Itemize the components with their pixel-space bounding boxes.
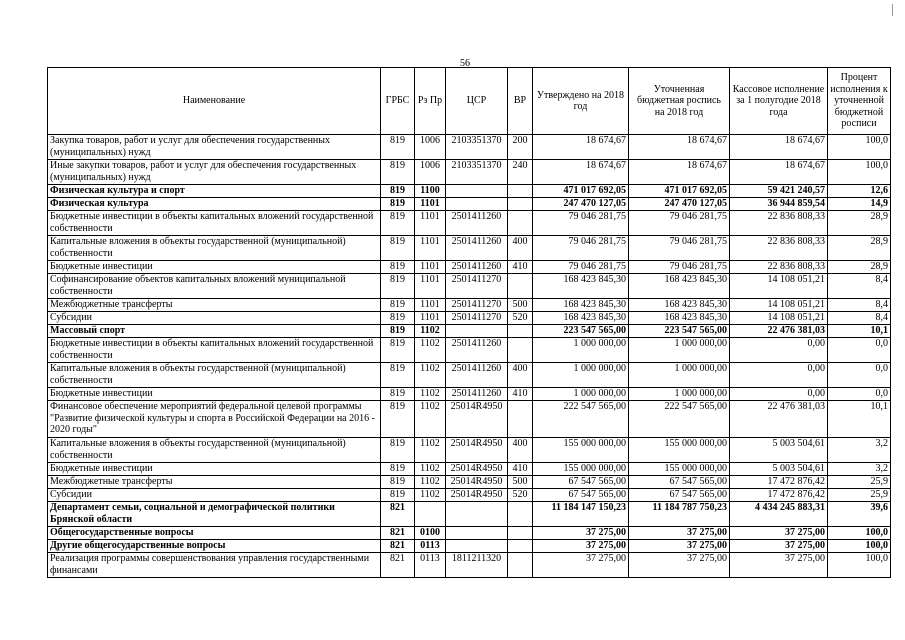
cell-vr	[508, 274, 533, 299]
cell-rzpr: 1102	[415, 438, 446, 463]
cell-cash: 17 472 876,42	[730, 476, 828, 489]
cell-grbs: 819	[381, 401, 415, 438]
cell-rzpr: 1102	[415, 489, 446, 502]
table-body	[48, 135, 891, 578]
cell-rzpr: 1101	[415, 261, 446, 274]
cell-approved: 11 184 147 150,23	[533, 502, 629, 527]
cell-percent: 3,2	[828, 463, 891, 476]
cell-csr	[446, 325, 508, 338]
cell-grbs: 821	[381, 540, 415, 553]
cell-rzpr: 1100	[415, 185, 446, 198]
cell-approved: 79 046 281,75	[533, 261, 629, 274]
cell-vr: 500	[508, 476, 533, 489]
cell-refined: 67 547 565,00	[629, 476, 730, 489]
cell-cash: 22 836 808,33	[730, 211, 828, 236]
cell-refined: 168 423 845,30	[629, 299, 730, 312]
cell-csr	[446, 540, 508, 553]
table-row	[48, 363, 891, 388]
cell-name: Межбюджетные трансферты	[48, 299, 381, 312]
table-row	[48, 527, 891, 540]
table-row	[48, 476, 891, 489]
cell-percent: 3,2	[828, 438, 891, 463]
cell-rzpr: 1102	[415, 476, 446, 489]
cell-rzpr: 1101	[415, 299, 446, 312]
cell-cash: 22 476 381,03	[730, 325, 828, 338]
cell-name: Капитальные вложения в объекты государственной (муниципальной) собственности	[48, 363, 381, 388]
cell-grbs: 819	[381, 211, 415, 236]
cell-name: Бюджетные инвестиции в объекты капитальных вложений государственной собственности	[48, 338, 381, 363]
cell-refined: 168 423 845,30	[629, 274, 730, 299]
table-row	[48, 274, 891, 299]
cell-approved: 67 547 565,00	[533, 489, 629, 502]
cell-grbs: 819	[381, 236, 415, 261]
cell-refined: 155 000 000,00	[629, 463, 730, 476]
cell-cash: 59 421 240,57	[730, 185, 828, 198]
table-row	[48, 261, 891, 274]
cell-refined: 1 000 000,00	[629, 388, 730, 401]
cell-grbs: 819	[381, 438, 415, 463]
header-approved: Утверждено на 2018 год	[533, 68, 629, 135]
cell-rzpr: 1102	[415, 325, 446, 338]
table-row	[48, 338, 891, 363]
cell-approved: 222 547 565,00	[533, 401, 629, 438]
cell-rzpr: 1102	[415, 463, 446, 476]
cell-grbs: 819	[381, 274, 415, 299]
cell-cash: 37 275,00	[730, 527, 828, 540]
cell-cash: 14 108 051,21	[730, 274, 828, 299]
cell-vr: 400	[508, 438, 533, 463]
cell-approved: 18 674,67	[533, 135, 629, 160]
cell-grbs: 819	[381, 463, 415, 476]
cell-vr: 410	[508, 388, 533, 401]
cell-vr	[508, 502, 533, 527]
cell-grbs: 819	[381, 325, 415, 338]
cell-name: Массовый спорт	[48, 325, 381, 338]
cell-approved: 168 423 845,30	[533, 299, 629, 312]
cell-percent: 28,9	[828, 236, 891, 261]
cell-cash: 18 674,67	[730, 135, 828, 160]
cell-approved: 37 275,00	[533, 553, 629, 578]
cell-approved: 247 470 127,05	[533, 198, 629, 211]
cell-approved: 67 547 565,00	[533, 476, 629, 489]
table-row	[48, 489, 891, 502]
cell-cash: 17 472 876,42	[730, 489, 828, 502]
header-vr: ВР	[508, 68, 533, 135]
table-row	[48, 135, 891, 160]
cell-csr	[446, 502, 508, 527]
cell-grbs: 821	[381, 553, 415, 578]
cell-csr: 25014R4950	[446, 438, 508, 463]
header-name: Наименование	[48, 68, 381, 135]
cell-percent: 25,9	[828, 489, 891, 502]
cell-approved: 1 000 000,00	[533, 338, 629, 363]
table-row	[48, 185, 891, 198]
cell-cash: 5 003 504,61	[730, 438, 828, 463]
header-percent: Процент исполнения к уточненной бюджетной росписи	[828, 68, 891, 135]
cell-grbs: 821	[381, 502, 415, 527]
cell-csr	[446, 198, 508, 211]
table-row	[48, 463, 891, 476]
table-row	[48, 553, 891, 578]
cell-cash: 22 836 808,33	[730, 261, 828, 274]
cell-name: Межбюджетные трансферты	[48, 476, 381, 489]
cell-grbs: 819	[381, 185, 415, 198]
cell-percent: 28,9	[828, 261, 891, 274]
header-refined: Уточненная бюджетная роспись на 2018 год	[629, 68, 730, 135]
cell-percent: 8,4	[828, 274, 891, 299]
cell-grbs: 819	[381, 160, 415, 185]
cell-name: Бюджетные инвестиции	[48, 463, 381, 476]
cell-cash: 4 434 245 883,31	[730, 502, 828, 527]
cell-name: Бюджетные инвестиции в объекты капитальных вложений государственной собственности	[48, 211, 381, 236]
scan-edge-mark	[892, 4, 893, 16]
cell-grbs: 819	[381, 135, 415, 160]
cell-grbs: 819	[381, 363, 415, 388]
cell-rzpr: 1101	[415, 312, 446, 325]
cell-cash: 22 836 808,33	[730, 236, 828, 261]
cell-percent: 8,4	[828, 299, 891, 312]
cell-refined: 471 017 692,05	[629, 185, 730, 198]
cell-rzpr: 1102	[415, 363, 446, 388]
cell-rzpr: 1101	[415, 236, 446, 261]
cell-vr: 520	[508, 312, 533, 325]
cell-vr	[508, 540, 533, 553]
table-row	[48, 540, 891, 553]
cell-refined: 79 046 281,75	[629, 211, 730, 236]
cell-refined: 67 547 565,00	[629, 489, 730, 502]
cell-cash: 22 476 381,03	[730, 401, 828, 438]
cell-rzpr: 1101	[415, 198, 446, 211]
cell-csr: 25014R4950	[446, 463, 508, 476]
cell-refined: 79 046 281,75	[629, 261, 730, 274]
cell-name: Финансовое обеспечение мероприятий федеральной целевой программы "Развитие физической культуры и спорта в Российской Федерации на 2016 - 2020 годы"	[48, 401, 381, 438]
cell-name: Софинансирование объектов капитальных вложений муниципальной собственности	[48, 274, 381, 299]
budget-table	[47, 67, 891, 578]
cell-name: Физическая культура	[48, 198, 381, 211]
cell-rzpr: 0113	[415, 553, 446, 578]
cell-vr: 410	[508, 261, 533, 274]
cell-csr: 1811211320	[446, 553, 508, 578]
table-row	[48, 160, 891, 185]
cell-name: Субсидии	[48, 312, 381, 325]
cell-cash: 0,00	[730, 338, 828, 363]
cell-vr: 240	[508, 160, 533, 185]
cell-approved: 168 423 845,30	[533, 312, 629, 325]
cell-name: Иные закупки товаров, работ и услуг для обеспечения государственных (муниципальных) нужд	[48, 160, 381, 185]
cell-cash: 36 944 859,54	[730, 198, 828, 211]
cell-percent: 100,0	[828, 553, 891, 578]
cell-rzpr	[415, 502, 446, 527]
header-grbs: ГРБС	[381, 68, 415, 135]
cell-refined: 11 184 787 750,23	[629, 502, 730, 527]
cell-refined: 18 674,67	[629, 160, 730, 185]
cell-name: Закупка товаров, работ и услуг для обеспечения государственных (муниципальных) нужд	[48, 135, 381, 160]
cell-vr	[508, 527, 533, 540]
cell-cash: 0,00	[730, 388, 828, 401]
cell-cash: 14 108 051,21	[730, 312, 828, 325]
cell-approved: 79 046 281,75	[533, 236, 629, 261]
table-row	[48, 502, 891, 527]
cell-csr	[446, 527, 508, 540]
cell-approved: 223 547 565,00	[533, 325, 629, 338]
cell-name: Общегосударственные вопросы	[48, 527, 381, 540]
cell-percent: 14,9	[828, 198, 891, 211]
cell-csr: 25014R4950	[446, 476, 508, 489]
cell-percent: 100,0	[828, 540, 891, 553]
cell-vr	[508, 198, 533, 211]
cell-cash: 5 003 504,61	[730, 463, 828, 476]
cell-rzpr: 1101	[415, 274, 446, 299]
cell-name: Бюджетные инвестиции	[48, 261, 381, 274]
cell-approved: 37 275,00	[533, 527, 629, 540]
cell-percent: 100,0	[828, 135, 891, 160]
cell-approved: 155 000 000,00	[533, 463, 629, 476]
cell-refined: 18 674,67	[629, 135, 730, 160]
cell-refined: 37 275,00	[629, 553, 730, 578]
cell-name: Субсидии	[48, 489, 381, 502]
cell-percent: 28,9	[828, 211, 891, 236]
cell-rzpr: 0113	[415, 540, 446, 553]
cell-cash: 18 674,67	[730, 160, 828, 185]
cell-csr: 25014R4950	[446, 489, 508, 502]
cell-approved: 155 000 000,00	[533, 438, 629, 463]
cell-refined: 222 547 565,00	[629, 401, 730, 438]
cell-csr: 2103351370	[446, 160, 508, 185]
cell-name: Физическая культура и спорт	[48, 185, 381, 198]
cell-percent: 0,0	[828, 338, 891, 363]
cell-vr	[508, 211, 533, 236]
cell-percent: 10,1	[828, 401, 891, 438]
cell-csr: 2501411260	[446, 388, 508, 401]
cell-name: Бюджетные инвестиции	[48, 388, 381, 401]
cell-percent: 0,0	[828, 363, 891, 388]
cell-refined: 168 423 845,30	[629, 312, 730, 325]
table-row	[48, 388, 891, 401]
cell-cash: 37 275,00	[730, 553, 828, 578]
table-row	[48, 236, 891, 261]
cell-refined: 37 275,00	[629, 527, 730, 540]
cell-vr: 400	[508, 236, 533, 261]
cell-vr	[508, 338, 533, 363]
cell-grbs: 819	[381, 198, 415, 211]
cell-grbs: 819	[381, 261, 415, 274]
cell-rzpr: 1102	[415, 338, 446, 363]
cell-csr: 2501411260	[446, 338, 508, 363]
cell-percent: 10,1	[828, 325, 891, 338]
cell-refined: 1 000 000,00	[629, 338, 730, 363]
cell-name: Капитальные вложения в объекты государственной (муниципальной) собственности	[48, 236, 381, 261]
cell-percent: 39,6	[828, 502, 891, 527]
page-number: 56	[460, 58, 470, 69]
table-header-row	[48, 68, 891, 135]
cell-csr: 2501411260	[446, 211, 508, 236]
cell-grbs: 819	[381, 388, 415, 401]
cell-vr: 520	[508, 489, 533, 502]
cell-vr: 400	[508, 363, 533, 388]
cell-name: Капитальные вложения в объекты государственной (муниципальной) собственности	[48, 438, 381, 463]
table-row	[48, 325, 891, 338]
cell-rzpr: 0100	[415, 527, 446, 540]
cell-cash: 0,00	[730, 363, 828, 388]
header-rzpr: Рз Пр	[415, 68, 446, 135]
cell-rzpr: 1006	[415, 135, 446, 160]
cell-vr: 410	[508, 463, 533, 476]
cell-refined: 79 046 281,75	[629, 236, 730, 261]
table-row	[48, 401, 891, 438]
header-cash: Кассовое исполнение за 1 полугодие 2018 года	[730, 68, 828, 135]
cell-refined: 1 000 000,00	[629, 363, 730, 388]
cell-refined: 247 470 127,05	[629, 198, 730, 211]
cell-approved: 1 000 000,00	[533, 388, 629, 401]
cell-percent: 12,6	[828, 185, 891, 198]
table-row	[48, 211, 891, 236]
cell-percent: 100,0	[828, 160, 891, 185]
cell-refined: 37 275,00	[629, 540, 730, 553]
cell-rzpr: 1102	[415, 388, 446, 401]
cell-name: Департамент семьи, социальной и демографической политики Брянской области	[48, 502, 381, 527]
cell-csr: 2501411270	[446, 299, 508, 312]
cell-csr: 25014R4950	[446, 401, 508, 438]
cell-vr: 500	[508, 299, 533, 312]
cell-grbs: 819	[381, 476, 415, 489]
cell-percent: 100,0	[828, 527, 891, 540]
cell-csr: 2103351370	[446, 135, 508, 160]
cell-grbs: 821	[381, 527, 415, 540]
cell-csr	[446, 185, 508, 198]
cell-csr: 2501411260	[446, 363, 508, 388]
cell-name: Реализация программы совершенствования управления государственными финансами	[48, 553, 381, 578]
cell-grbs: 819	[381, 489, 415, 502]
cell-csr: 2501411270	[446, 274, 508, 299]
header-csr: ЦСР	[446, 68, 508, 135]
cell-grbs: 819	[381, 299, 415, 312]
cell-approved: 1 000 000,00	[533, 363, 629, 388]
table-row	[48, 198, 891, 211]
cell-vr	[508, 325, 533, 338]
cell-percent: 8,4	[828, 312, 891, 325]
cell-approved: 168 423 845,30	[533, 274, 629, 299]
cell-refined: 155 000 000,00	[629, 438, 730, 463]
cell-csr: 2501411270	[446, 312, 508, 325]
table-row	[48, 438, 891, 463]
cell-vr	[508, 401, 533, 438]
cell-vr: 200	[508, 135, 533, 160]
cell-name: Другие общегосударственные вопросы	[48, 540, 381, 553]
cell-rzpr: 1006	[415, 160, 446, 185]
cell-grbs: 819	[381, 312, 415, 325]
cell-vr	[508, 553, 533, 578]
cell-csr: 2501411260	[446, 236, 508, 261]
cell-csr: 2501411260	[446, 261, 508, 274]
cell-approved: 471 017 692,05	[533, 185, 629, 198]
cell-rzpr: 1101	[415, 211, 446, 236]
cell-percent: 25,9	[828, 476, 891, 489]
cell-percent: 0,0	[828, 388, 891, 401]
cell-grbs: 819	[381, 338, 415, 363]
cell-approved: 79 046 281,75	[533, 211, 629, 236]
cell-approved: 18 674,67	[533, 160, 629, 185]
cell-cash: 14 108 051,21	[730, 299, 828, 312]
cell-cash: 37 275,00	[730, 540, 828, 553]
cell-refined: 223 547 565,00	[629, 325, 730, 338]
cell-approved: 37 275,00	[533, 540, 629, 553]
table-row	[48, 299, 891, 312]
cell-vr	[508, 185, 533, 198]
cell-rzpr: 1102	[415, 401, 446, 438]
table-row	[48, 312, 891, 325]
